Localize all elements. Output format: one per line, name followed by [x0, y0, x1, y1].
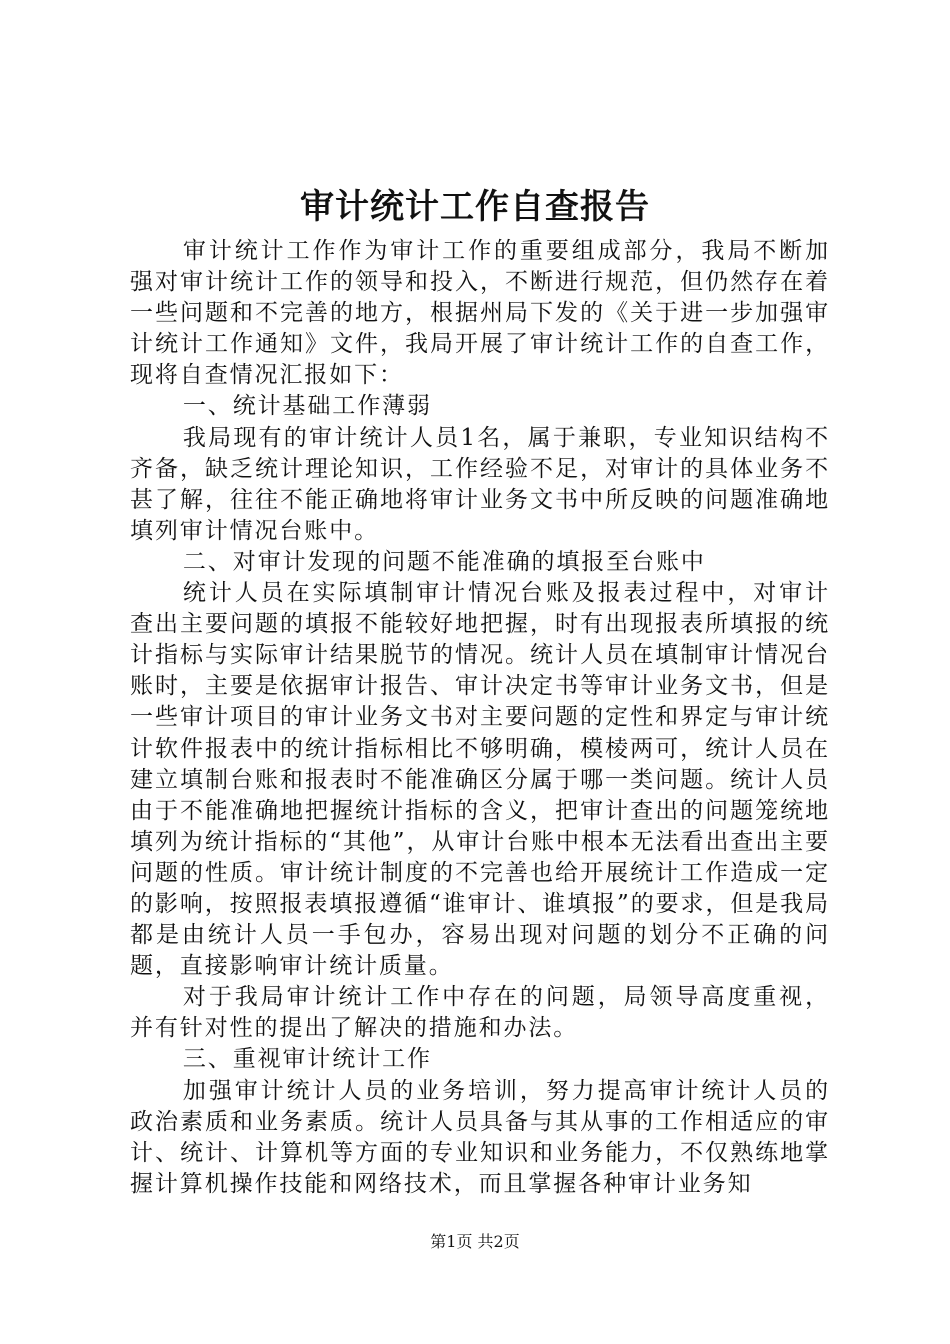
section-heading-2: 二、对审计发现的问题不能准确的填报至台账中	[182, 548, 706, 575]
document-body	[130, 236, 830, 1200]
paragraph-section-3: 加强审计统计人员的业务培训，努力提高审计统计人员的政治素质和业务素质。统计人员具备与其从事的工作相适应的审计、统计、计算机等方面的专业知识和业务能力，不仅熟练地掌握计算机操作技能和网络技术，而且掌握各种审计业务知	[130, 1077, 830, 1197]
section-heading-1: 一、统计基础工作薄弱	[182, 393, 432, 420]
paragraph-section-1: 我局现有的审计统计人员1名，属于兼职，专业知识结构不齐备，缺乏统计理论知识，工作经验不足，对审计的具体业务不甚了解，往往不能正确地将审计业务文书中所反映的问题准确地填列审计情况台账中。	[130, 424, 830, 544]
document-title: 审计统计工作自查报告	[300, 187, 650, 227]
section-heading-3: 三、重视审计统计工作	[182, 1046, 432, 1073]
paragraph-intro: 审计统计工作作为审计工作的重要组成部分，我局不断加强对审计统计工作的领导和投入，不断进行规范，但仍然存在着一些问题和不完善的地方，根据州局下发的《关于进一步加强审计统计工作通知》文件，我局开展了审计统计工作的自查工作，现将自查情况汇报如下：	[130, 238, 830, 389]
page-footer: 第1页 共2页	[430, 1232, 520, 1251]
paragraph-response: 对于我局审计统计工作中存在的问题，局领导高度重视，并有针对性的提出了解决的措施和办法。	[130, 984, 830, 1042]
paragraph-section-2: 统计人员在实际填制审计情况台账及报表过程中，对审计查出主要问题的填报不能较好地把握，时有出现报表所填报的统计指标与实际审计结果脱节的情况。统计人员在填制审计情况台账时，主要是依据审计报告、审计决定书等审计业务文书，但是一些审计项目的审计业务文书对主要问题的定性和界定与审计统计软件报表中的统计指标相比不够明确，模棱两可，统计人员在建立填制台账和报表时不能准确区分属于哪一类问题。统计人员由于不能准确地把握统计指标的含义，把审计查出的问题笼统地填列为统计指标的“其他”，从审计台账中根本无法看出查出主要问题的性质。审计统计制度的不完善也给开展统计工作造成一定的影响，按照报表填报遵循“谁审计、谁填报”的要求，但是我局都是由统计人员一手包办，容易出现对问题的划分不正确的问题，直接影响审计统计质量。	[130, 580, 830, 980]
